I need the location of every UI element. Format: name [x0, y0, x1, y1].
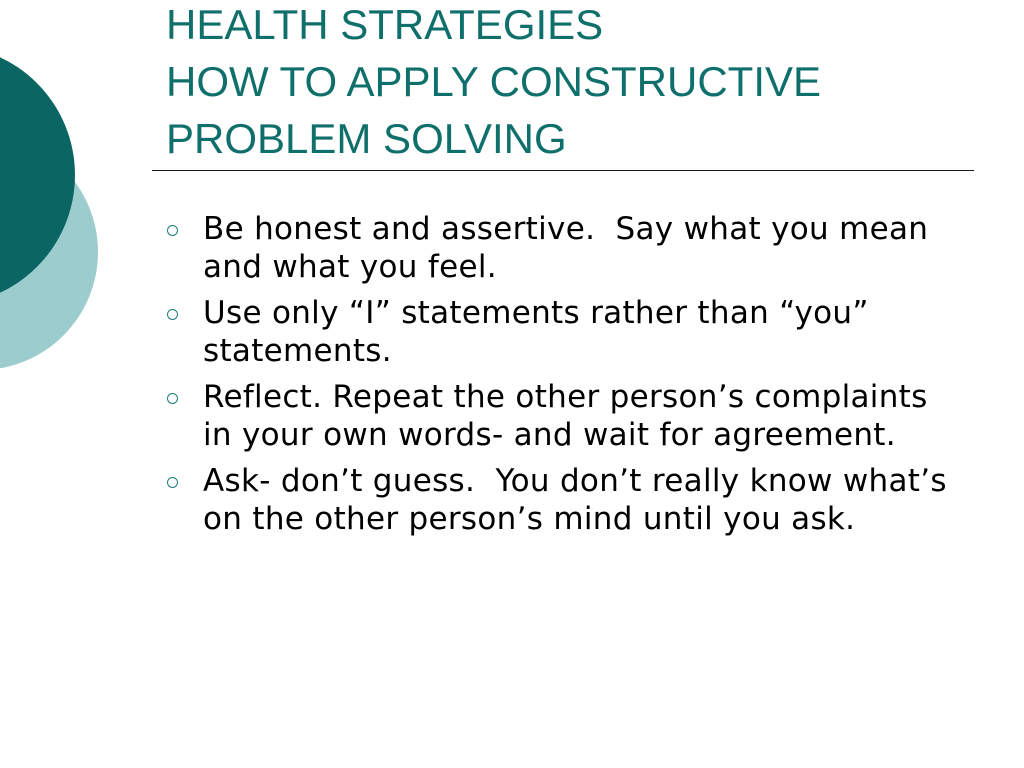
- hollow-circle-bullet-icon: [167, 225, 178, 236]
- hollow-circle-bullet-icon: [167, 477, 178, 488]
- bullet-item-1: [165, 210, 965, 286]
- hollow-circle-bullet-icon: [167, 393, 178, 404]
- title-line-3: PROBLEM SOLVING: [166, 115, 567, 162]
- bullet-text-1: Be honest and assertive. Say what you mean and what you feel.: [203, 211, 939, 285]
- bullet-text-2: Use only “I” statements rather than “you” statements.: [203, 295, 879, 369]
- bullet-list: [165, 210, 965, 546]
- decorative-circles: [0, 0, 120, 420]
- bullet-text-3: Reflect. Repeat the other person’s complaints in your own words- and wait for agreement.: [203, 379, 938, 453]
- bullet-item-3: [165, 378, 965, 454]
- bullet-item-4: [165, 462, 965, 538]
- hollow-circle-bullet-icon: [167, 309, 178, 320]
- title-divider: [152, 170, 974, 171]
- title-line-2: HOW TO APPLY CONSTRUCTIVE: [166, 58, 822, 105]
- bullet-text-4: Ask- don’t guess. You don’t really know what’s on the other person’s mind until you ask.: [203, 463, 957, 537]
- title-line-1: HEALTH STRATEGIES: [166, 1, 604, 48]
- slide-title: [166, 0, 986, 167]
- bullet-item-2: [165, 294, 965, 370]
